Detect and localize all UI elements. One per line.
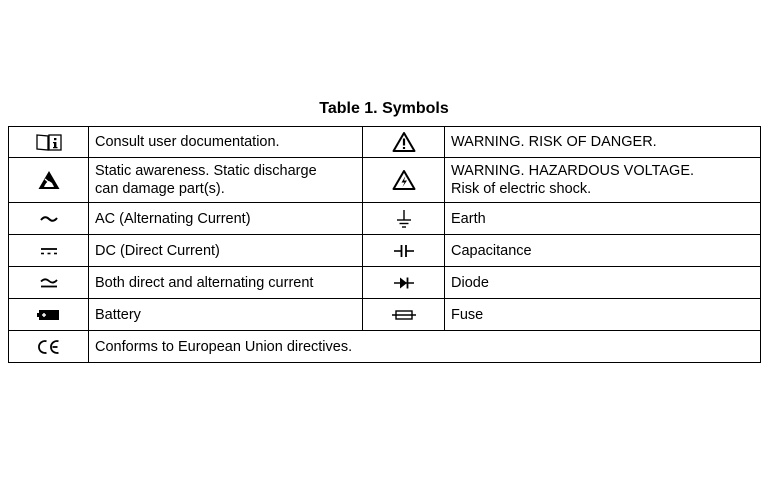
ac-dc-icon [38, 276, 60, 290]
table-row [9, 127, 761, 158]
table-title: Table 1. Symbols [319, 100, 449, 117]
table-row [9, 331, 761, 363]
symbol-cell [363, 267, 445, 299]
symbol-description: Fuse [445, 299, 761, 331]
description-line: can damage part(s). [95, 181, 225, 197]
symbol-cell [9, 267, 89, 299]
symbol-description: Earth [445, 203, 761, 235]
table-row [9, 235, 761, 267]
symbols-table [8, 126, 761, 363]
symbol-cell [9, 331, 89, 363]
dc-icon [38, 245, 60, 257]
symbol-cell [363, 127, 445, 158]
symbol-cell [9, 127, 89, 158]
symbol-description: Conforms to European Union directives. [89, 331, 761, 363]
hazardous-voltage-icon [392, 169, 416, 191]
fuse-icon [391, 308, 417, 322]
manual-info-icon [35, 132, 63, 152]
description-line: Risk of electric shock. [451, 181, 592, 197]
symbol-description [445, 158, 761, 203]
esd-icon [37, 169, 61, 191]
symbol-description: Consult user documentation. [89, 127, 363, 158]
symbol-description: Both direct and alternating current [89, 267, 363, 299]
ce-mark-icon [35, 338, 63, 356]
symbol-cell [9, 158, 89, 203]
symbol-cell [9, 235, 89, 267]
symbol-cell [363, 235, 445, 267]
table-row [9, 158, 761, 203]
symbol-description: WARNING. RISK OF DANGER. [445, 127, 761, 158]
symbol-cell [363, 299, 445, 331]
symbol-description: Diode [445, 267, 761, 299]
symbol-cell [9, 203, 89, 235]
symbol-description [89, 158, 363, 203]
symbol-description: Battery [89, 299, 363, 331]
ac-icon [38, 213, 60, 225]
earth-icon [394, 208, 414, 230]
symbol-cell [363, 158, 445, 203]
symbol-cell [9, 299, 89, 331]
table-row [9, 267, 761, 299]
symbol-description: Capacitance [445, 235, 761, 267]
symbol-description: DC (Direct Current) [89, 235, 363, 267]
capacitance-icon [392, 242, 416, 260]
symbol-cell [363, 203, 445, 235]
table-row [9, 299, 761, 331]
diode-icon [392, 274, 416, 292]
warning-triangle-icon [392, 131, 416, 153]
description-line: WARNING. HAZARDOUS VOLTAGE. [451, 163, 695, 179]
battery-icon [36, 308, 62, 322]
table-row [9, 203, 761, 235]
symbol-description: AC (Alternating Current) [89, 203, 363, 235]
description-line: Static awareness. Static discharge [95, 163, 317, 179]
